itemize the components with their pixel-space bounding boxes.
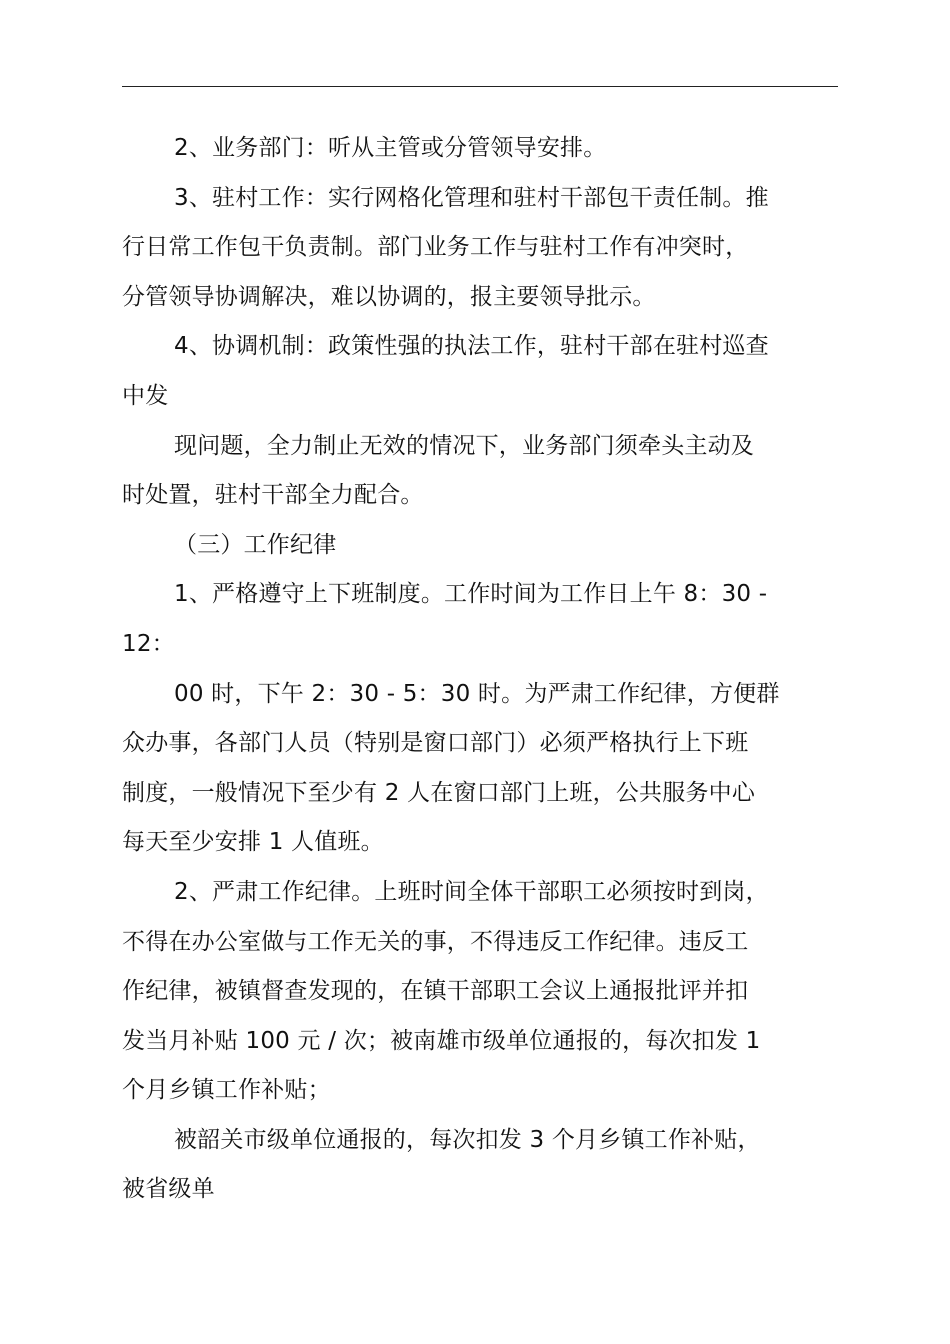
text-line: 被韶关市级单位通报的，每次扣发 3 个月乡镇工作补贴，: [174, 1126, 761, 1153]
header-rule: [122, 86, 838, 87]
text-line: 被省级单: [122, 1176, 215, 1203]
text-line: 不得在办公室做与工作无关的事，不得违反工作纪律。违反工: [122, 928, 749, 955]
text-line: 分管领导协调解决，难以协调的，报主要领导批示。: [122, 283, 656, 310]
text-line: （三）工作纪律: [174, 531, 337, 558]
text-line: 2、严肃工作纪律。上班时间全体干部职工必须按时到岗，: [174, 878, 769, 905]
text-line: 00 时，下午 2：30 - 5：30 时。为严肃工作纪律，方便群: [174, 680, 780, 707]
text-line: 发当月补贴 100 元 / 次；被南雄市级单位通报的，每次扣发 1: [122, 1027, 761, 1054]
text-line: 12：: [122, 630, 175, 657]
text-line: 现问题，全力制止无效的情况下，业务部门须牵头主动及: [174, 432, 754, 459]
text-line: 1、严格遵守上下班制度。工作时间为工作日上午 8：30 -: [174, 581, 768, 608]
text-line: 3、驻村工作：实行网格化管理和驻村干部包干责任制。推: [174, 184, 769, 211]
text-line: 2、业务部门：听从主管或分管领导安排。: [174, 135, 607, 161]
text-line: 中发: [122, 382, 169, 409]
text-line: 作纪律，被镇督查发现的，在镇干部职工会议上通报批评并扣: [122, 978, 749, 1005]
text-line: 4、协调机制：政策性强的执法工作，驻村干部在驻村巡查: [174, 333, 769, 360]
document-body: [122, 124, 838, 1215]
text-line: 制度，一般情况下至少有 2 人在窗口部门上班，公共服务中心: [122, 779, 756, 806]
text-line: 个月乡镇工作补贴；: [122, 1077, 331, 1104]
text-line: 行日常工作包干负责制。部门业务工作与驻村工作有冲突时，: [122, 234, 749, 261]
text-line: 时处置，驻村干部全力配合。: [122, 482, 424, 509]
text-line: 众办事，各部门人员（特别是窗口部门）必须严格执行上下班: [122, 730, 749, 757]
text-line: 每天至少安排 1 人值班。: [122, 829, 384, 856]
